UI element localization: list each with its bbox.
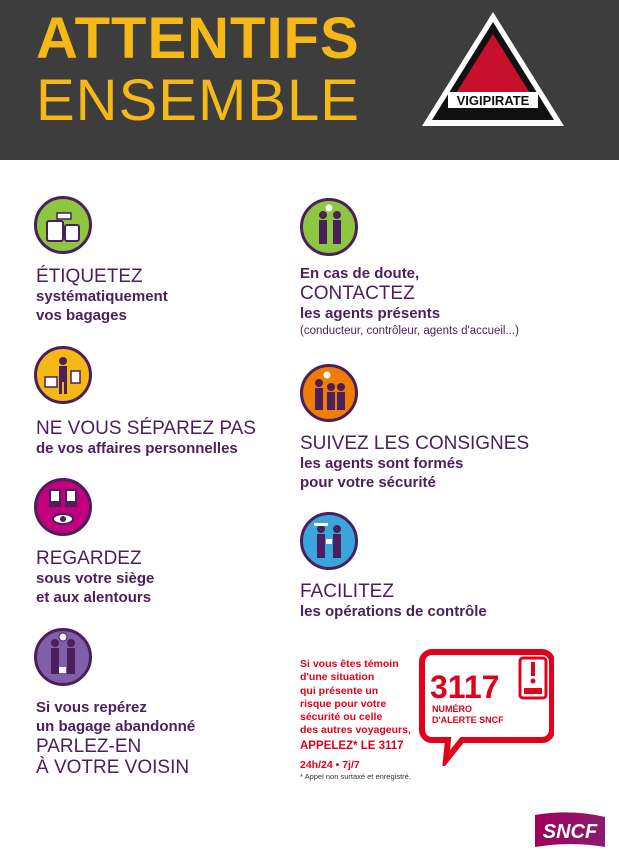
footnote: * Appel non surtaxé et enregistré. — [300, 772, 411, 781]
ticket-control-icon — [300, 512, 358, 570]
item-text: Si vous repérez — [36, 699, 147, 716]
vigipirate-logo — [420, 10, 566, 128]
contact-agent-icon — [300, 198, 358, 256]
luggage-tags-icon — [34, 196, 92, 254]
item-text: les agents sont formés — [300, 455, 464, 472]
follow-instructions-icon — [300, 364, 358, 422]
item-heading: À VOTRE VOISIN — [36, 757, 190, 778]
item-text: les opérations de contrôle — [300, 603, 487, 620]
vigipirate-label: VIGIPIRATE — [456, 93, 530, 108]
alert-number: 3117 — [430, 669, 500, 705]
item-text: et aux alentours — [36, 589, 152, 606]
alert-number-label-2: D'ALERTE SNCF — [432, 715, 504, 725]
person-with-bags-icon — [34, 346, 92, 404]
header-band — [0, 0, 619, 160]
item-text: un bagage abandonné — [36, 718, 196, 735]
alert-cta: APPELEZ* LE 3117 — [300, 739, 404, 752]
item-heading: PARLEZ-EN — [36, 736, 142, 757]
item-text: de vos affaires personnelles — [36, 440, 238, 457]
seats-eye-icon — [34, 478, 92, 536]
item-regardez — [36, 548, 154, 607]
alert-number-label-1: NUMÉRO — [432, 704, 472, 714]
item-text: En cas de doute, — [300, 265, 420, 282]
alert-line: risque pour votre — [300, 697, 387, 710]
item-heading: CONTACTEZ — [300, 283, 415, 304]
item-etiquetez — [36, 266, 168, 325]
alert-line: Si vous êtes témoin — [300, 658, 399, 670]
item-heading: REGARDEZ — [36, 548, 142, 569]
item-text: pour votre sécurité — [300, 474, 436, 491]
item-facilitez — [300, 581, 487, 621]
item-text: les agents présents — [300, 305, 441, 322]
alert-hours: 24h/24 • 7j/7 — [300, 759, 360, 772]
title-line-2: ENSEMBLE — [36, 68, 360, 133]
alert-number-bubble — [418, 648, 554, 766]
alert-message — [300, 658, 411, 772]
item-heading: ÉTIQUETEZ — [36, 266, 143, 287]
item-ne-vous-separez-pas — [36, 418, 256, 458]
alert-line: qui présente un — [300, 684, 379, 697]
item-text: systématiquement — [36, 288, 168, 305]
item-subtext: (conducteur, contrôleur, agents d'accueil...) — [300, 325, 519, 337]
item-heading: FACILITEZ — [300, 581, 394, 602]
title-line-1: ATTENTIFS — [36, 6, 360, 71]
item-suivez-les-consignes — [300, 433, 529, 492]
sncf-logo — [531, 809, 609, 851]
item-text: vos bagages — [36, 307, 127, 324]
alert-line: sécurité ou celle — [300, 711, 383, 724]
item-heading: SUIVEZ LES CONSIGNES — [300, 433, 530, 454]
item-text: sous votre siège — [36, 570, 155, 587]
item-contactez — [300, 264, 519, 339]
alert-line: d'une situation — [300, 671, 375, 684]
item-parlez-en — [36, 698, 195, 778]
neighbors-talking-icon — [34, 628, 92, 686]
item-heading: NE VOUS SÉPAREZ PAS — [36, 418, 256, 439]
sncf-label: SNCF — [542, 821, 598, 843]
alert-line: des autres voyageurs, — [300, 724, 411, 737]
